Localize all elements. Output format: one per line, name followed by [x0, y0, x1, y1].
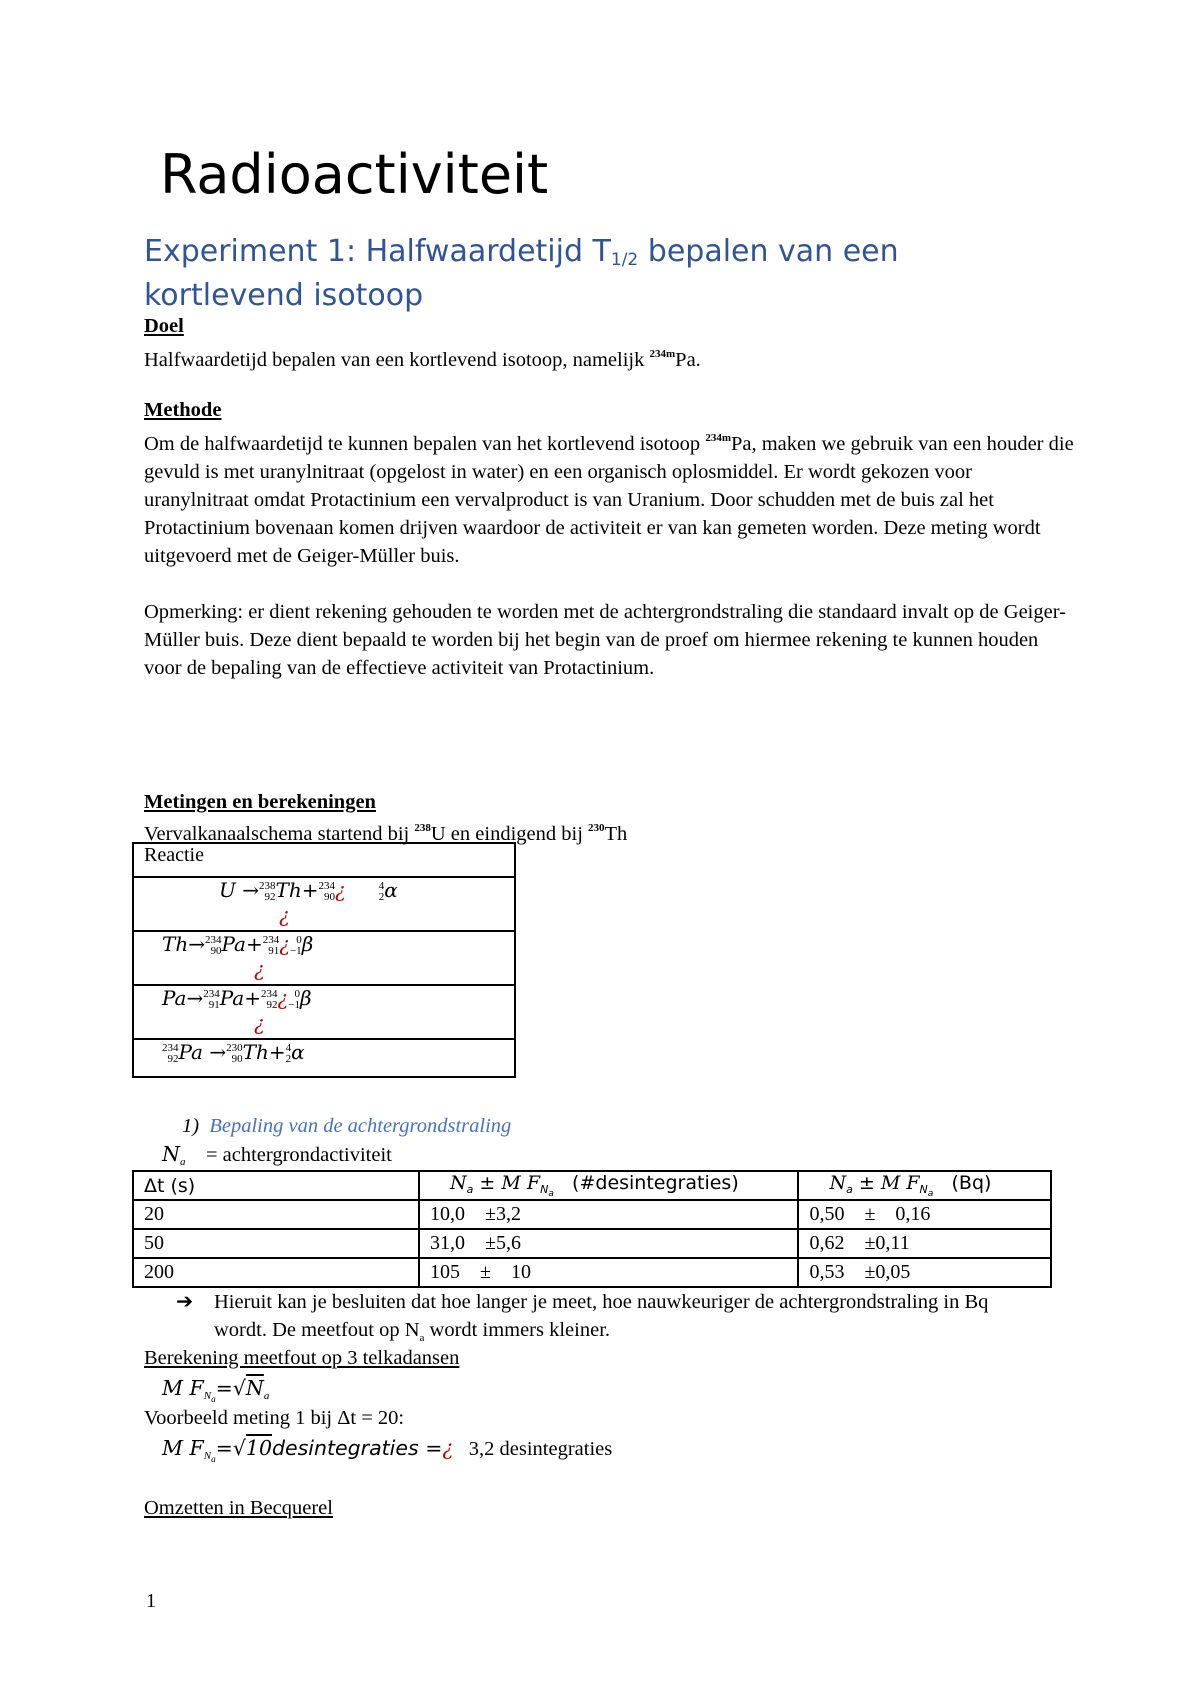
meetfout-heading: Berekening meetfout op 3 telkadansen — [144, 1347, 460, 1369]
doel-heading: Doel — [144, 315, 184, 337]
page-title: Radioactiviteit — [160, 143, 549, 206]
section1-title: 1) Bepaling van de achtergrondstraling — [182, 1115, 512, 1137]
experiment-heading: Experiment 1: Halfwaardetijd $T_{1/2}$ bepalen van een kortlevend isotoop — [144, 234, 899, 313]
reaction-row: Pa→234 91Pa+234 92¿ 0 −1β ¿ — [133, 985, 515, 1039]
background-table — [132, 1170, 1052, 1288]
example-label: Voorbeeld meting 1 bij Δt = 20: — [144, 1407, 405, 1429]
reaction-row: U →238 92Th+234 90¿ 4 2α ¿ — [133, 877, 515, 931]
page-number: 1 — [146, 1590, 156, 1612]
reaction-row: Th→234 90Pa+234 91¿ 0 −1β ¿ — [133, 931, 515, 985]
methode-text: Om de halfwaardetijd te kunnen bepalen van het kortlevend isotoop $^{234m}$Pa, maken we gebruik van een houder die gevuld is met uranylnitraat (opgelost in water) en een organisch oplosmiddel. Er wordt gekozen voor uranylnitraat omdat Protactinium een vervalproduct is van Uranium. Door schudden met de buis zal het Protactinium bovenaan komen drijven waardoor de activiteit er van kan gemeten worden. Deze meting wordt uitgevoerd met de Geiger-Müller buis. — [144, 432, 1074, 567]
reaction-row: 234 92Pa →230 90Th+4 2α — [133, 1039, 515, 1077]
table-row: 20 10,0 ±3,2 0,50 ± 0,16 — [133, 1200, 1051, 1229]
metingen-heading: Metingen en berekeningen — [144, 791, 376, 813]
formula-meetfout: M $FN_a=√Na$ — [162, 1376, 270, 1405]
col-header-formula: $N_a \pm M$ $F_{N_a}$ (#desintegraties) — [419, 1171, 798, 1200]
scheme-text: Vervalkanaalschema startend bij $^{238}$U en eindigend bij $^{230}$Th — [144, 822, 628, 845]
table-row: 200 105 ± 10 0,53 ±0,05 — [133, 1258, 1051, 1287]
reaction-table — [132, 842, 516, 1078]
table-row: 50 31,0 ±5,6 0,62 ±0,11 — [133, 1229, 1051, 1258]
methode-section — [144, 396, 1074, 682]
col-header-bq: $N_a \pm M$ $F_{N_a}$ (Bq) — [798, 1171, 1051, 1200]
conclusion: ➔ Hieruit kan je besluiten dat hoe langer je meet, hoe nauwkeuriger de achtergrondstraling in Bq wordt. De meetfout op $N_a$ wordt immers kleiner. — [176, 1288, 996, 1352]
methode-heading: Methode — [144, 399, 222, 421]
arrow-icon: ➔ — [176, 1291, 194, 1313]
col-header: Δt (s) — [133, 1171, 419, 1200]
methode-remark: Opmerking: er dient rekening gehouden te worden met de achtergrondstraling die standaard invalt op de Geiger-Müller buis. Deze dient bepaald te worden bij het begin van de proef om hiermee rekening te kunnen houden voor de bepaling van de effectieve activiteit van Protactinium. — [144, 601, 1066, 679]
na-definition: Na = achtergrondactiviteit — [162, 1142, 392, 1168]
doel-text: Halfwaardetijd bepalen van een kortlevend isotoop, namelijk $^{234m}$Pa. — [144, 348, 701, 371]
formula-example: M $FN_a=√10desintegraties$ =¿ 3,2 desintegraties — [162, 1436, 613, 1465]
doel-section — [144, 312, 1074, 374]
metingen-section — [144, 788, 1074, 848]
reaction-header: Reactie — [133, 843, 515, 877]
becquerel-heading: Omzetten in Becquerel — [144, 1497, 333, 1519]
